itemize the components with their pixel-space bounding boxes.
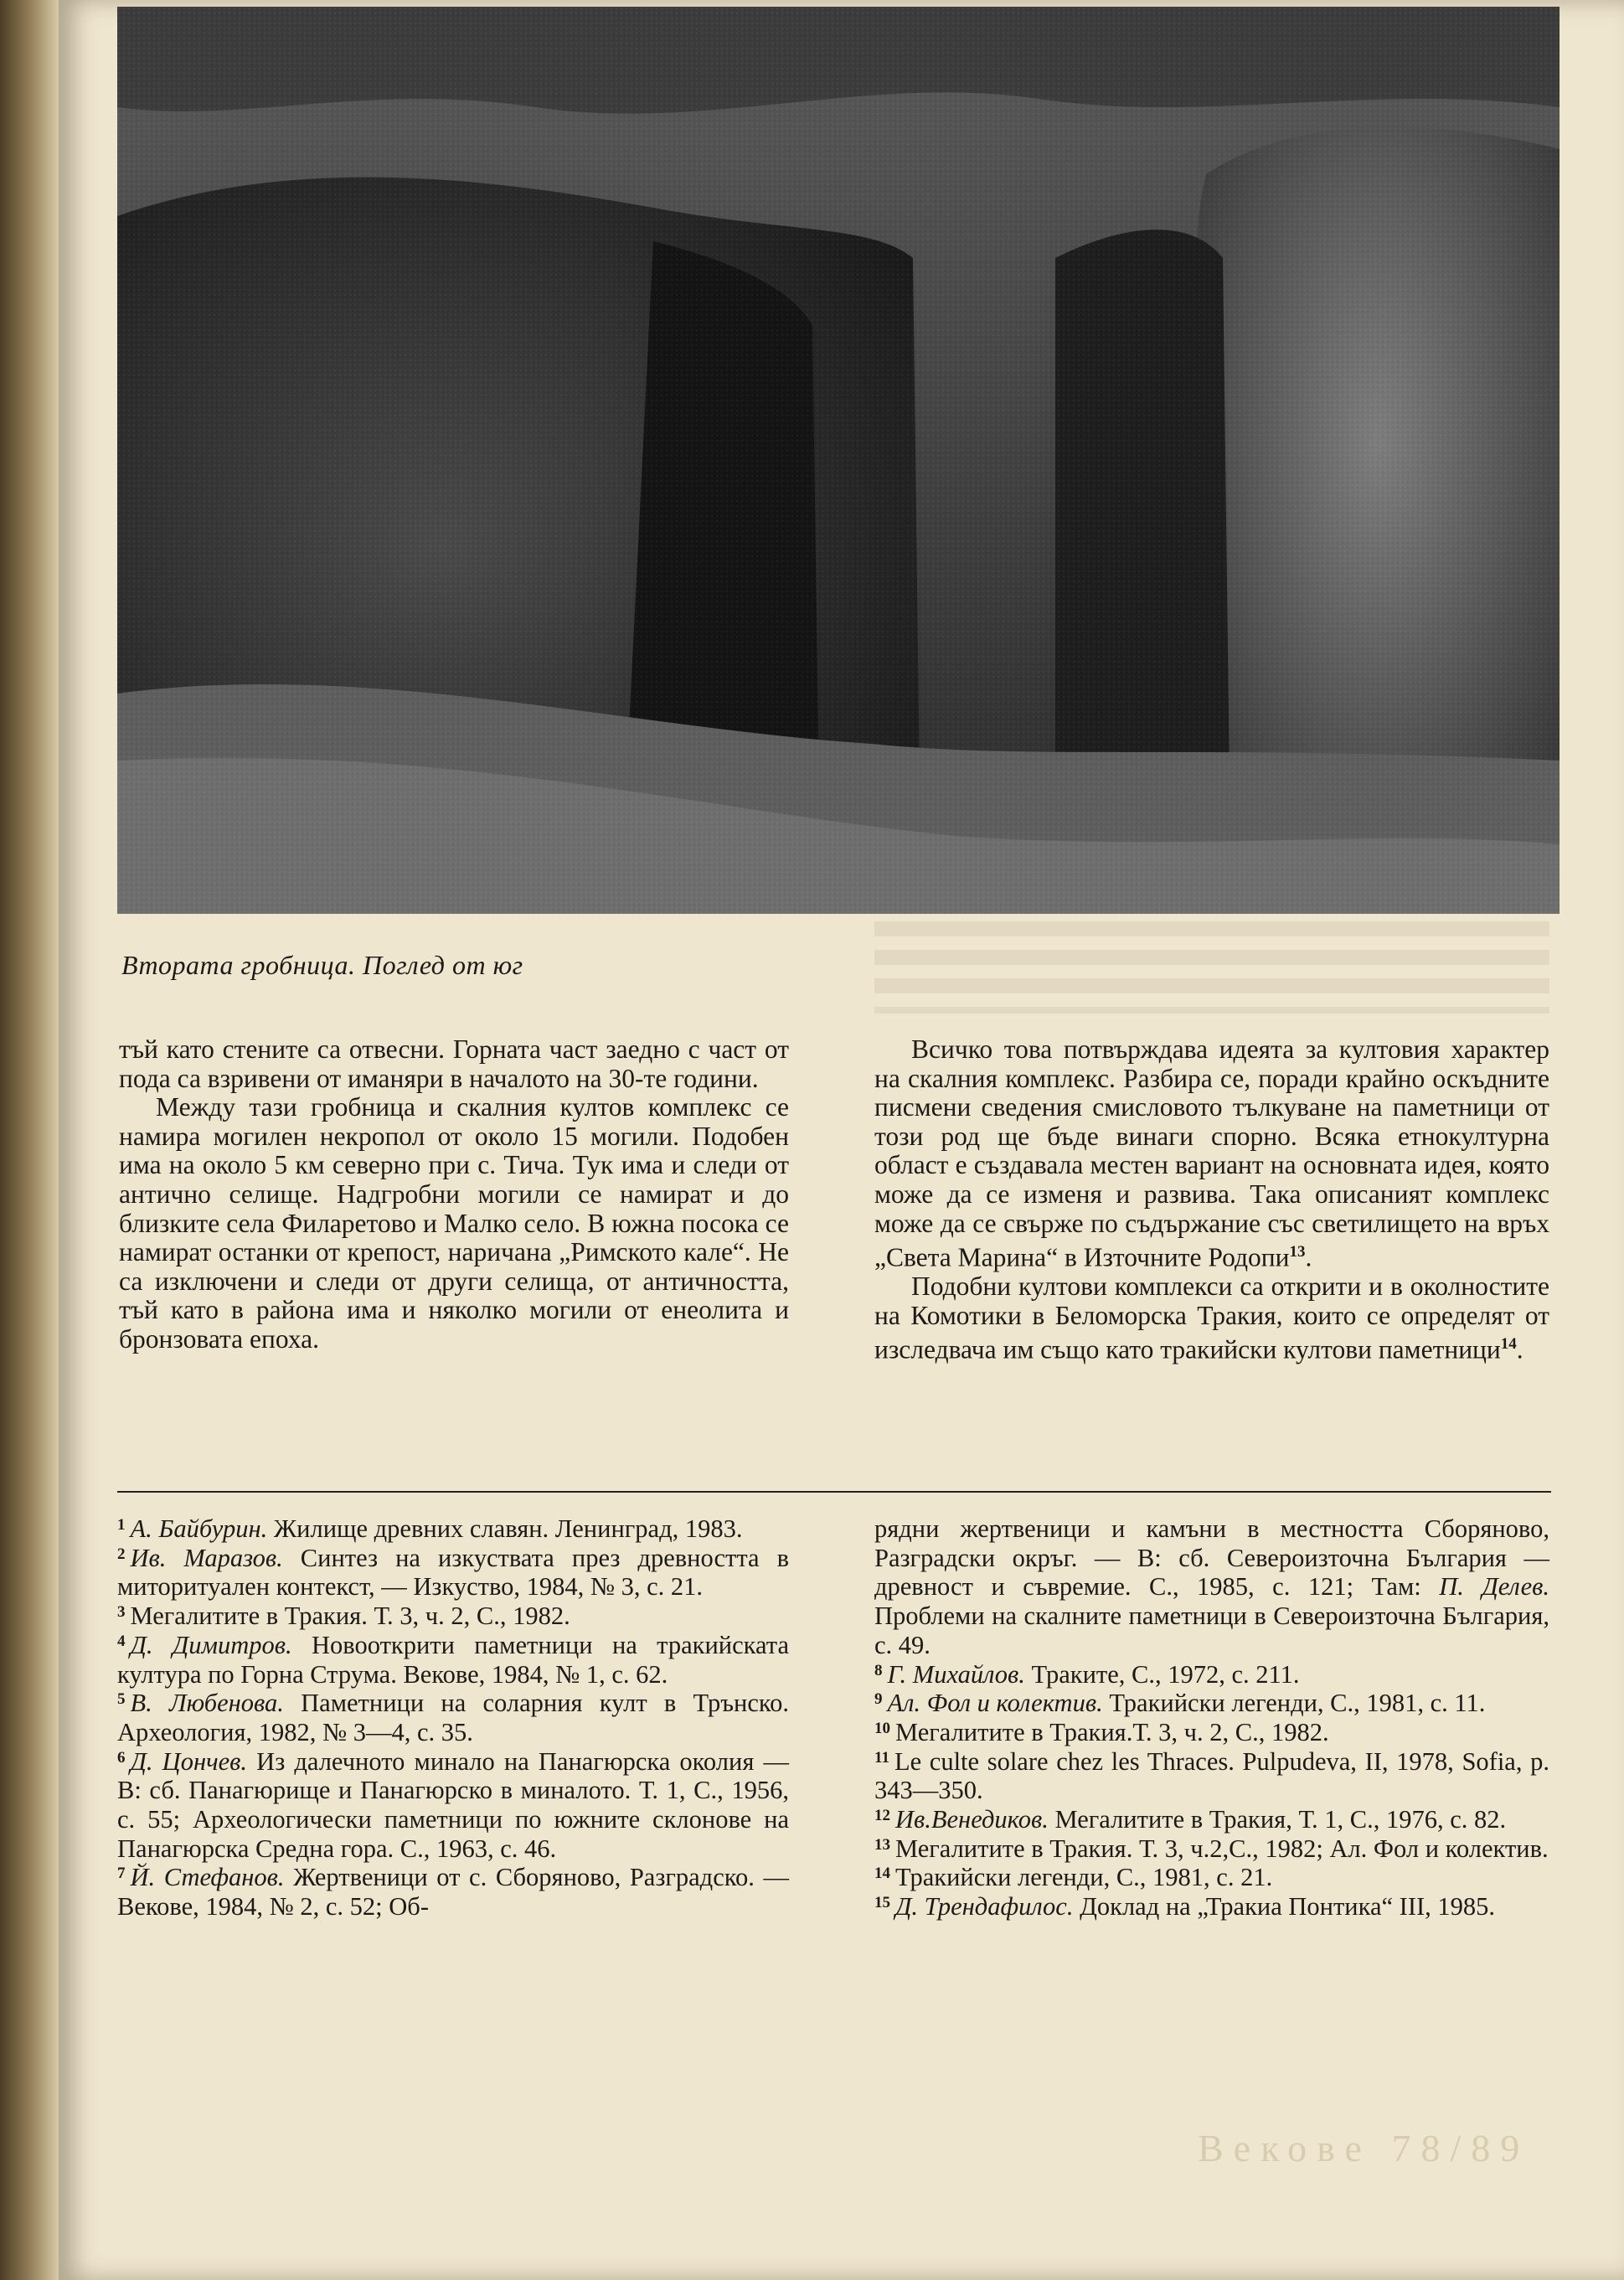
footnotes-left bbox=[117, 1514, 789, 1921]
note-ref: 13 bbox=[1289, 1243, 1306, 1261]
note-ref: 14 bbox=[1500, 1335, 1517, 1354]
footnote: $^{15}$ Д. Трендафилос. Доклад на „Тракиа Понтика“ III, 1985. bbox=[874, 1892, 1496, 1921]
footnote-divider bbox=[117, 1491, 1551, 1493]
footnote-continued: рядни жертвеници и камъни в местността Сборяново, Разградски окръг. — В: сб. Североизточна България — древност и съвремие. С., 1985, с. 121; Там: П. Делев. Проблеми на скалните паметници в Североизточна България, с. 49. bbox=[874, 1514, 1550, 1659]
body-column-right bbox=[874, 1035, 1549, 1365]
show-through-text bbox=[874, 921, 1549, 1014]
body-paragraph: тъй като стените са отвесни. Горната част заедно с част от пода са взривени от иманяри в началото на 30-те години. bbox=[119, 1034, 789, 1093]
show-through-journal-mark: Векове 78/89 bbox=[1198, 2127, 1530, 2169]
footnote: $^{11}$ Le culte solare chez les Thraces. Pulpudeva, II, 1978, Sofia, p. 343—350. bbox=[874, 1746, 1549, 1805]
footnote: $^3$ Мегалитите в Тракия. Т. 3, ч. 2, С., 1982. bbox=[117, 1602, 570, 1631]
body-paragraph: Между тази гробница и скалния култов комплекс се намира могилен некропол от около 15 могили. Подобен има на около 5 км северно при с. Тича. Тук има и следи от антично селище. Надгробни могили се намират и до близките села Филаретово и Малко село. В южна посока се намират останки от крепост, наричана „Римското кале“. Не са изключени и следи от други селища, от античността, тъй като в района има и няколко могили от енеолита и бронзовата епоха. bbox=[119, 1092, 789, 1354]
tomb-photo-image bbox=[117, 7, 1560, 914]
tomb-photograph bbox=[117, 7, 1560, 914]
footnote: $^{10}$ Мегалитите в Тракия.Т. 3, ч. 2, С., 1982. bbox=[874, 1717, 1329, 1746]
footnote: $^9$ Ал. Фол и колектив. Тракийски легенди, С., 1981, с. 11. bbox=[874, 1689, 1486, 1718]
book-binding bbox=[0, 0, 59, 2280]
body-paragraph: Подобни култови комплекси са открити и в околностите на Комотики в Беломорска Тракия, които се определят от изследвача им също като тракийски култови паметници$^{14}$. bbox=[874, 1272, 1549, 1364]
footnote: $^1$ А. Байбурин. Жилище древних славян. Ленинград, 1983. bbox=[117, 1514, 743, 1543]
footnote: $^5$ В. Любенова. Паметници на соларния култ в Трънско. Археология, 1982, № 3—4, с. 35. bbox=[117, 1689, 790, 1746]
footnote: $^{12}$ Ив.Венедиков. Мегалитите в Тракия, Т. 1, С., 1976, с. 82. bbox=[874, 1805, 1507, 1834]
footnote: $^6$ Д. Цончев. Из далечното минало на Панагюрска околия — В: сб. Панагюрище и Панагюрско в миналото. Т. 1, С., 1956, с. 55; Археологически паметници по южните склонове на Панагюрска Средна гора. С., 1963, с. 46. bbox=[117, 1746, 789, 1863]
footnote: $^2$ Ив. Маразов. Синтез на изкуствата през древността в миторитуален контекст, — Изкуство, 1984, № 3, с. 21. bbox=[117, 1543, 789, 1602]
photo-caption: Втората гробница. Поглед от юг bbox=[121, 950, 523, 980]
footnote: $^{14}$ Тракийски легенди, С., 1981, с. 21. bbox=[874, 1863, 1273, 1892]
body-column-left bbox=[119, 1035, 789, 1354]
footnote: $^4$ Д. Димитров. Новооткрити паметници на тракийската култура по Горна Струма. Векове, 1984, № 1, с. 62. bbox=[117, 1630, 789, 1689]
footnote: $^8$ Г. Михайлов. Траките, С., 1972, с. 211. bbox=[874, 1659, 1300, 1689]
footnotes-right bbox=[874, 1514, 1549, 1921]
body-paragraph: Всичко това потвърждава идеята за култовия характер на скалния комплекс. Разбира се, поради крайно оскъдните писмени сведения смисловото тълкуване на паметници от този род ще бъде винаги спорно. Всяка етнокултурна област е създавала местен вариант на основната идея, която може да се изменя и развива. Така описаният комплекс може да се свърже по съдържание със светилището на връх „Света Марина“ в Източните Родопи$^{13}$. bbox=[874, 1034, 1549, 1272]
footnote: $^{13}$ Мегалитите в Тракия. Т. 3, ч.2,С., 1982; Ал. Фол и колектив. bbox=[874, 1834, 1549, 1863]
footnote: $^7$ Й. Стефанов. Жертвеници от с. Сборяново, Разградско. — Векове, 1984, № 2, с. 52; Об- bbox=[117, 1863, 789, 1921]
